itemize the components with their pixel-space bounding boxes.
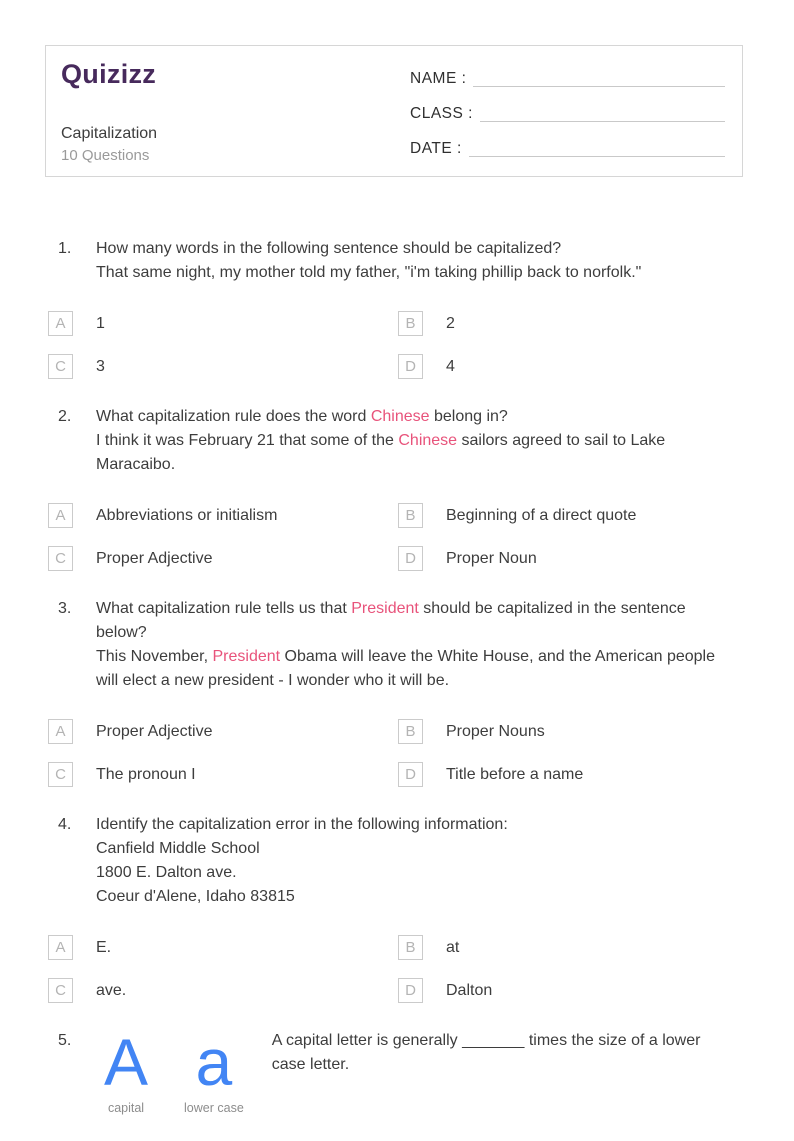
question-body bbox=[96, 237, 745, 285]
field-label-date: DATE : bbox=[410, 139, 462, 157]
highlighted-word: Chinese bbox=[398, 432, 458, 449]
option-text: Proper Nouns bbox=[446, 722, 545, 740]
letter-caption: capital bbox=[107, 1101, 145, 1115]
option-c bbox=[45, 978, 395, 1003]
question-text-line bbox=[96, 837, 745, 861]
question-text-line bbox=[96, 645, 745, 669]
option-c bbox=[45, 354, 395, 379]
option-text: at bbox=[446, 938, 460, 956]
question-row bbox=[45, 405, 745, 477]
field-blank-line-class bbox=[480, 106, 725, 122]
question-text bbox=[96, 597, 745, 693]
question-body bbox=[96, 813, 745, 909]
option-letter-box: C bbox=[48, 762, 73, 787]
option-letter-box: D bbox=[398, 546, 423, 571]
question-number: 1. bbox=[58, 240, 72, 257]
question-number: 3. bbox=[58, 600, 72, 617]
question-text-line bbox=[272, 1053, 701, 1077]
question-row bbox=[45, 813, 745, 909]
option-text: Proper Noun bbox=[446, 549, 537, 567]
answer-options bbox=[45, 935, 745, 1003]
option-letter-box: D bbox=[398, 978, 423, 1003]
worksheet-header bbox=[45, 45, 743, 177]
question-text-line bbox=[96, 453, 745, 477]
question-body bbox=[96, 1025, 745, 1115]
option-letter-box: C bbox=[48, 978, 73, 1003]
option-letter-box: A bbox=[48, 503, 73, 528]
text-segment: What capitalization rule tells us that bbox=[96, 600, 352, 617]
question-number: 2. bbox=[58, 408, 72, 425]
text-segment: A capital letter is generally _______ times the size of a lower bbox=[271, 1032, 701, 1049]
worksheet-meta bbox=[61, 125, 157, 164]
text-segment: case letter. bbox=[271, 1056, 350, 1073]
option-text: 3 bbox=[96, 357, 105, 375]
option-a bbox=[45, 503, 395, 528]
text-segment: will elect a new president - I wonder who it will be. bbox=[96, 672, 450, 689]
text-segment: Coeur d'Alene, Idaho 83815 bbox=[96, 888, 295, 905]
text-segment: What capitalization rule does the word bbox=[96, 408, 371, 425]
figure-item bbox=[104, 1025, 149, 1115]
quizizz-logo: Quizizz bbox=[61, 59, 157, 89]
question-text-line bbox=[272, 1029, 701, 1053]
option-d bbox=[395, 978, 745, 1003]
option-letter-box: B bbox=[398, 503, 423, 528]
field-blank-line-date bbox=[469, 141, 725, 157]
text-segment: Identify the capitalization error in the following information: bbox=[96, 816, 508, 833]
question-number: 4. bbox=[58, 816, 72, 833]
option-text: The pronoun I bbox=[96, 765, 196, 783]
text-segment: 1800 E. Dalton ave. bbox=[96, 864, 237, 881]
option-letter-box: C bbox=[48, 354, 73, 379]
option-d bbox=[395, 354, 745, 379]
question-text-line bbox=[96, 405, 745, 429]
option-letter-box: A bbox=[48, 311, 73, 336]
text-segment: I think it was February 21 that some of the bbox=[96, 432, 399, 449]
option-letter-box: B bbox=[398, 935, 423, 960]
highlighted-word: President bbox=[212, 648, 281, 665]
option-c bbox=[45, 546, 395, 571]
question-text-line bbox=[96, 261, 745, 285]
question-text bbox=[272, 1029, 701, 1077]
option-letter-box: C bbox=[48, 546, 73, 571]
option-d bbox=[395, 762, 745, 787]
question-1 bbox=[45, 237, 745, 379]
text-segment: belong in? bbox=[429, 408, 508, 425]
question-text-line bbox=[96, 621, 745, 645]
field-label-name: NAME : bbox=[410, 69, 467, 87]
option-text: 1 bbox=[96, 314, 105, 332]
option-letter-box: D bbox=[398, 762, 423, 787]
question-3 bbox=[45, 597, 745, 787]
option-text: Abbreviations or initialism bbox=[96, 506, 278, 524]
option-text: Title before a name bbox=[446, 765, 584, 783]
question-body bbox=[96, 405, 745, 477]
text-segment: Obama will leave the White House, and the American people bbox=[280, 648, 715, 665]
question-count: 10 Questions bbox=[61, 147, 150, 164]
option-text: E. bbox=[96, 938, 112, 956]
student-info-fields bbox=[410, 59, 725, 164]
letter-glyph: a bbox=[195, 1025, 233, 1099]
option-b bbox=[395, 719, 745, 744]
letter-caption: lower case bbox=[184, 1101, 244, 1115]
text-segment: below? bbox=[96, 624, 147, 641]
text-segment: This November, bbox=[96, 648, 213, 665]
question-4 bbox=[45, 813, 745, 1003]
option-letter-box: B bbox=[398, 311, 423, 336]
text-segment: That same night, my mother told my father, "i'm taking phillip back to norfolk." bbox=[96, 264, 642, 281]
question-text bbox=[96, 237, 745, 285]
option-letter-box: A bbox=[48, 935, 73, 960]
option-text: Beginning of a direct quote bbox=[446, 506, 637, 524]
question-text-line bbox=[96, 429, 745, 453]
text-segment: sailors agreed to sail to Lake bbox=[457, 432, 666, 449]
text-segment: should be capitalized in the sentence bbox=[418, 600, 686, 617]
text-segment: How many words in the following sentence should be capitalized? bbox=[96, 240, 562, 257]
option-b bbox=[395, 311, 745, 336]
field-blank-line-name bbox=[473, 71, 725, 87]
option-d bbox=[395, 546, 745, 571]
question-text bbox=[96, 813, 745, 909]
question-text-line bbox=[96, 237, 745, 261]
question-text-line bbox=[96, 813, 745, 837]
option-letter-box: B bbox=[398, 719, 423, 744]
option-a bbox=[45, 935, 395, 960]
question-body bbox=[96, 597, 745, 693]
field-label-class: CLASS : bbox=[410, 104, 473, 122]
option-text: ave. bbox=[96, 981, 127, 999]
option-letter-box: D bbox=[398, 354, 423, 379]
question-2 bbox=[45, 405, 745, 571]
highlighted-word: Chinese bbox=[370, 408, 430, 425]
question-text-line bbox=[96, 885, 745, 909]
header-left bbox=[61, 59, 157, 164]
option-text: 2 bbox=[446, 314, 455, 332]
question-text-line bbox=[96, 669, 745, 693]
option-c bbox=[45, 762, 395, 787]
figure-item bbox=[184, 1025, 244, 1115]
option-b bbox=[395, 935, 745, 960]
option-text: 4 bbox=[446, 357, 455, 375]
option-text: Dalton bbox=[446, 981, 493, 999]
question-list bbox=[45, 237, 745, 1141]
question-row bbox=[45, 237, 745, 285]
question-5 bbox=[45, 1025, 745, 1115]
question-row bbox=[45, 1025, 745, 1115]
answer-options bbox=[45, 311, 745, 379]
field-row-class bbox=[410, 96, 725, 131]
worksheet-title: Capitalization bbox=[61, 125, 158, 142]
option-text: Proper Adjective bbox=[96, 722, 213, 740]
question-row bbox=[45, 597, 745, 693]
text-segment: Maracaibo. bbox=[96, 456, 176, 473]
answer-options bbox=[45, 719, 745, 787]
question-text-line bbox=[96, 597, 745, 621]
option-letter-box: A bbox=[48, 719, 73, 744]
letter-size-figure bbox=[96, 1025, 244, 1115]
text-segment: Canfield Middle School bbox=[96, 840, 260, 857]
field-row-name bbox=[410, 61, 725, 96]
question-text bbox=[96, 405, 745, 477]
question-number: 5. bbox=[58, 1032, 72, 1049]
question-text-line bbox=[96, 861, 745, 885]
answer-options bbox=[45, 503, 745, 571]
highlighted-word: President bbox=[351, 600, 419, 617]
letter-glyph: A bbox=[104, 1025, 149, 1099]
option-b bbox=[395, 503, 745, 528]
option-a bbox=[45, 311, 395, 336]
field-row-date bbox=[410, 131, 725, 166]
option-a bbox=[45, 719, 395, 744]
option-text: Proper Adjective bbox=[96, 549, 213, 567]
